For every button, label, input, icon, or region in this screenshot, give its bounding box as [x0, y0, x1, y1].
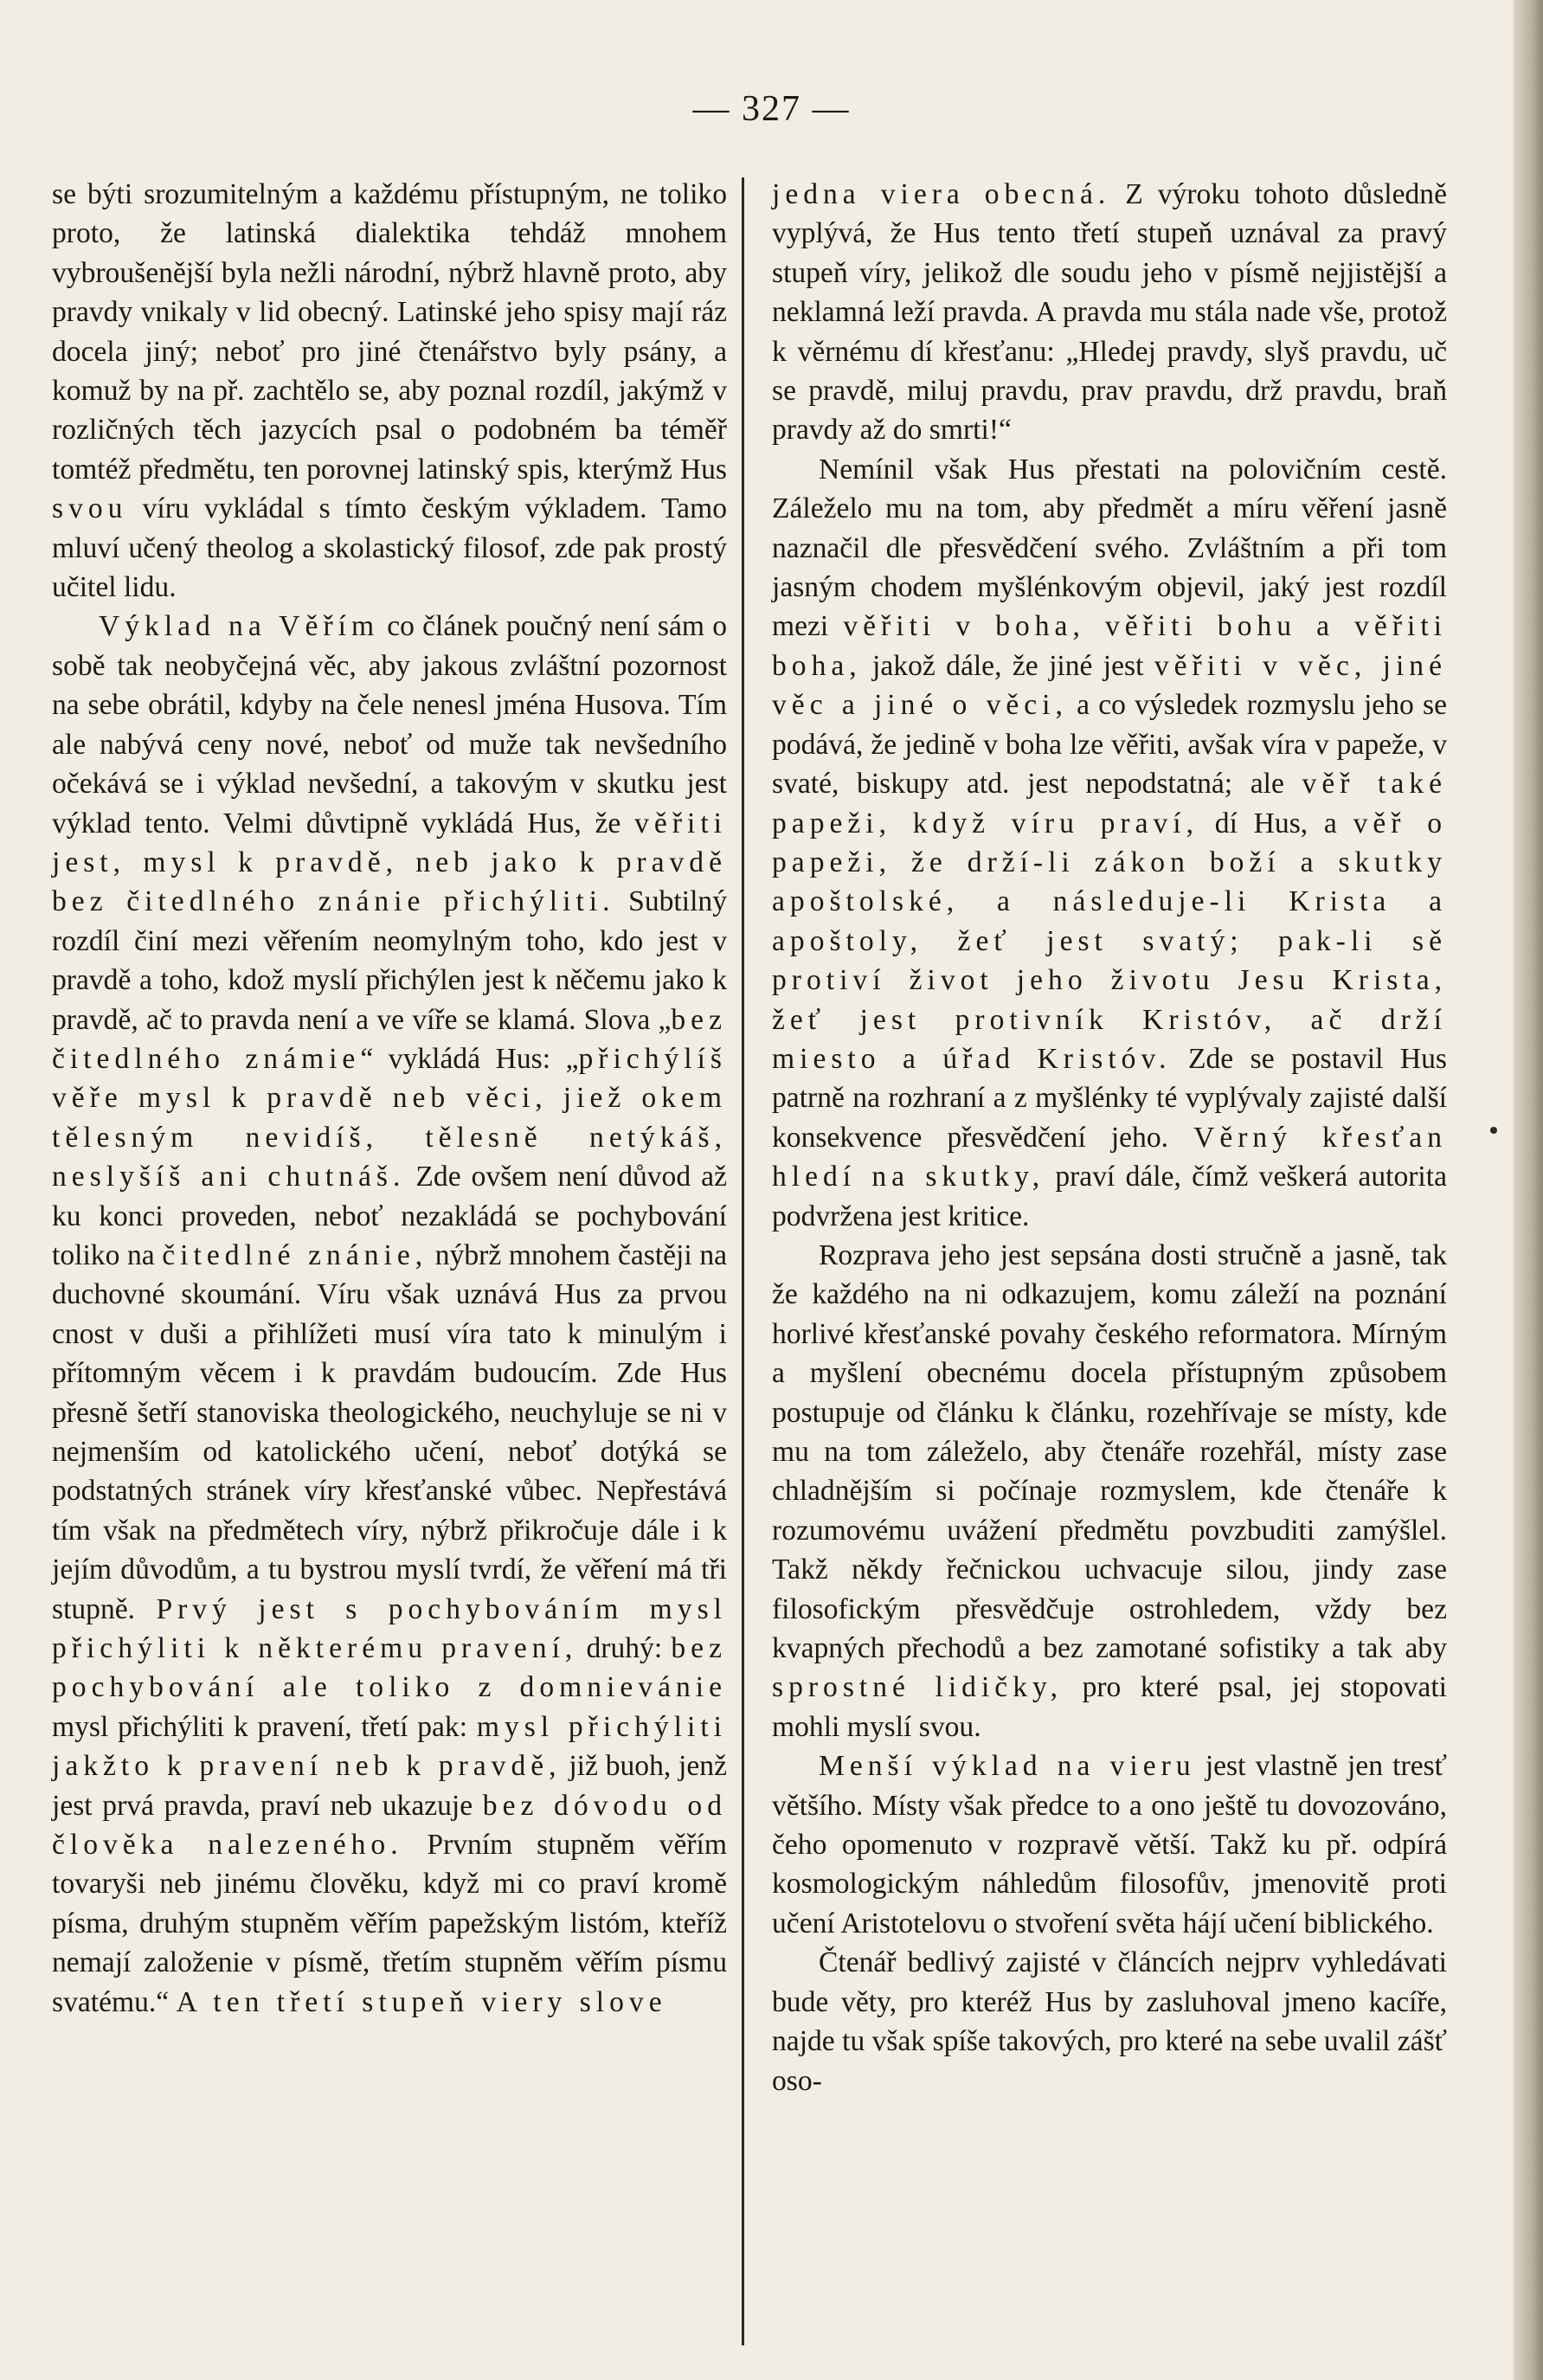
text-run: Nemínil však Hus přestati na polovičním cestě. Záleželo mu na tom, aby předmět a míru věření jasně naznačil dle přesvědčení svého. Zvláštním a při tom jasným chodem myšlénkovým objevil, jaký jest rozdíl mezi	[772, 453, 1447, 643]
spaced-emphasis: věř o papeži, že drží-li zákon boží a skutky apoštolské, a následuje-li Krista a apoštoly, žeť jest svatý; pak-li sě protiví život jeho životu Jesu Krista, žeť jest protivník Kristóv, ač drží miesto a úřad Kristóv.	[772, 807, 1447, 1075]
spaced-emphasis: bez dóvodu od člověka nalezeného.	[52, 1789, 727, 1862]
spaced-emphasis: bez čitedlného známie	[52, 1003, 727, 1075]
spaced-emphasis: věřiti v věc, jiné věc a jiné o věci,	[772, 649, 1447, 722]
margin-ink-dot	[1490, 1127, 1497, 1134]
paragraph-viera-obecna	[772, 175, 1447, 450]
text-run: Prvním stupněm věřím tovaryši neb jinému člověku, když mi co praví kromě písma, druhým stupněm věřím papežským listóm, kteříž nemají založenie v písmě, třetím stupněm věřím písmu svatému.“	[52, 1829, 727, 2018]
spaced-emphasis: čitedlné znánie,	[162, 1238, 428, 1271]
text-run: víru vykládal s tímto českým výkladem. Tamo mluví učený theolog a skolastický filosof, zde pak prostý učitel lidu.	[52, 492, 727, 604]
spaced-emphasis: bez pochybování ale toliko z domnievánie	[52, 1632, 727, 1704]
spaced-emphasis: Výklad na Věřím	[99, 610, 380, 643]
text-run: jakož dále, že jiné jest	[861, 649, 1154, 682]
text-run: co článek poučný není sám o sobě tak neobyčejná věc, aby jakous zvláštní pozornost na sebe obrátil, kdyby na čele nenesl jména Husova. Tím ale nabývá ceny nové, neboť od muže tak nevšedního očekává se i výklad nevšední, a takovým v skutku jest výklad tento. Velmi důvtipně vykládá Hus, že	[52, 610, 727, 839]
text-run: Čtenář bedlivý zajisté v článcích nejprv vyhledávati bude věty, pro kteréž Hus by zasluhoval jmeno kacíře, najde tu však spíše takových, pro které na sebe uvalil zášť oso-	[772, 1946, 1447, 2097]
text-run: jest vlastně jen tresť většího. Místy však předce to a ono ještě tu dovozováno, čeho opomenuto v rozpravě větší. Takž ku př. odpírá kosmologickým náhledům filosofův, jmenovitě proti učení Aristotelovu o stvoření světa hájí učení biblického.	[772, 1750, 1448, 1939]
text-run: Subtilný rozdíl činí mezi věřením neomylným toho, kdo jest v pravdě a toho, kdož myslí přichýlen jest k něčemu jako k pravdě, ač to pravda není a ve víře se klamá. Slova „	[52, 885, 728, 1036]
spaced-emphasis: jedna viera obecná.	[772, 178, 1111, 210]
spaced-emphasis: věřiti jest, mysl k pravdě, neb jako k pravdě bez čitedlného znánie přichýliti.	[52, 807, 727, 918]
column-divider	[742, 177, 744, 2345]
left-column	[52, 175, 727, 2356]
text-run: Z výroku tohoto důsledně vyplývá, že Hus tento třetí stupeň uznával za pravý stupeň víry, jelikož dle soudu jeho v písmě nejjistější a neklamná leží pravda. A pravda mu stála nade vše, protož k věrnému dí křesťanu: „Hledej pravdy, slyš pravdu, uč se pravdě, miluj pravdu, prav pravdu, drž pravdu, braň pravdy až do smrti!“	[772, 178, 1447, 447]
spaced-emphasis: sprostné lidičky,	[772, 1671, 1063, 1704]
spaced-emphasis: Menší výklad na vieru	[819, 1750, 1196, 1783]
text-run: a co výsledek rozmyslu jeho se podává, že jedině v boha lze věřiti, avšak víra v papeže, v svaté, biskupy atd. jest nepodstatná; ale	[772, 689, 1447, 801]
spaced-emphasis: věř také papeži, když víru praví,	[772, 768, 1447, 839]
paragraph-ctenar-bedlivy	[772, 1943, 1447, 2100]
paragraph-vyklad-na-verim	[52, 607, 727, 2022]
text-run: již buoh, jenž jest prvá pravda, praví neb ukazuje	[52, 1750, 727, 1822]
paragraph-predmet-vereni	[772, 450, 1447, 1236]
spaced-emphasis: Prvý jest s pochybováním mysl přichýliti k některému pravení,	[52, 1592, 727, 1665]
spaced-emphasis: přichýlíš věře mysl k pravdě neb věci, jiež okem tělesným nevidíš, tělesně netýkáš, neslyšíš ani chutnáš.	[52, 1042, 727, 1193]
text-run: Zde se postavil Hus patrně na rozhraní a z myšlénky té vyplývaly zajisté další konsekvence přesvědčení jeho.	[772, 1042, 1447, 1154]
text-run: pro které psal, jej stopovati mohli myslí svou.	[772, 1671, 1447, 1743]
spaced-emphasis: A ten třetí stupeň viery slove	[176, 1985, 667, 2018]
text-run: Zde ovšem není důvod až ku konci proveden, neboť nezakládá se pochybování toliko na	[52, 1161, 727, 1271]
spaced-emphasis: svou	[52, 492, 128, 525]
text-run: mysl přichýliti k pravení, třetí pak:	[52, 1710, 477, 1743]
text-run: dí Hus, a	[1199, 807, 1353, 839]
text-run: “ vykládá Hus: „	[360, 1042, 579, 1075]
paragraph-latin-writings	[52, 175, 727, 607]
page-spine-edge	[1514, 0, 1543, 2380]
text-run: praví dále, čímž veškerá autorita podvržena jest kritice.	[772, 1161, 1447, 1232]
text-run: nýbrž mnohem častěji na duchovné skoumání. Víru však uznává Hus za prvou cnost v duši a přihlížeti musí víra tato k minulým i přítomným věcem i k pravdám budoucím. Zde Hus přesně šetří stanoviska theologického, neuchyluje se ni v nejmenším od katolického učení, neboť dotýká se podstatných stránek víry křesťanské vůbec. Nepřestává tím však na předmětech víry, nýbrž přikročuje dále i k jejím důvodům, a tu bystrou myslí tvrdí, že věření má tři stupně.	[52, 1238, 728, 1625]
paragraph-rozprava	[772, 1236, 1447, 1746]
right-column	[772, 175, 1447, 2356]
text-run: druhý:	[577, 1632, 672, 1665]
page-number: — 327 —	[692, 89, 851, 129]
paragraph-mensi-vyklad	[772, 1746, 1447, 1943]
spaced-emphasis: Věrný křesťan hledí na skutky,	[772, 1121, 1448, 1193]
text-run: se býti srozumitelným a každému přístupným, ne toliko proto, že latinská dialektika tehdáž mnohem vybroušenější byla nežli národní, nýbrž hlavně proto, aby pravdy vnikaly v lid obecný. Latinské jeho spisy mají ráz docela jiný; neboť pro jiné čtenářstvo byly psány, a komuž by na př. zachtělo se, aby poznal rozdíl, jakýmž v rozličných těch jazycích psal o podobném ba téměř tomtéž předmětu, ten porovnej latinský spis, kterýmž Hus	[52, 178, 727, 486]
spaced-emphasis: mysl přichýliti jakžto k pravení neb k pravdě,	[52, 1710, 727, 1783]
spaced-emphasis: věřiti v boha, věřiti bohu a věřiti boha,	[772, 610, 1448, 682]
text-run: Rozprava jeho jest sepsána dosti stručně a jasně, tak že každého na ni odkazujem, komu záleží na poznání horlivé křesťanské povahy českého reformatora. Mírným a myšlení obecnému docela přístupným způsobem postupuje od článku k článku, rozehřívaje se místy, kde mu na tom záleželo, aby čtenáře rozehřál, místy zase chladnějším si počínaje rozmyslem, kde čtenáře k rozumovému uvážení předmětu povzbuditi zamýšlel. Takž někdy řečnickou uchvacuje silou, jindy zase filosofickým přesvědčuje ostrohledem, vždy bez kvapných přechodů a bez zamotané sofistiky a tak aby	[772, 1238, 1447, 1665]
